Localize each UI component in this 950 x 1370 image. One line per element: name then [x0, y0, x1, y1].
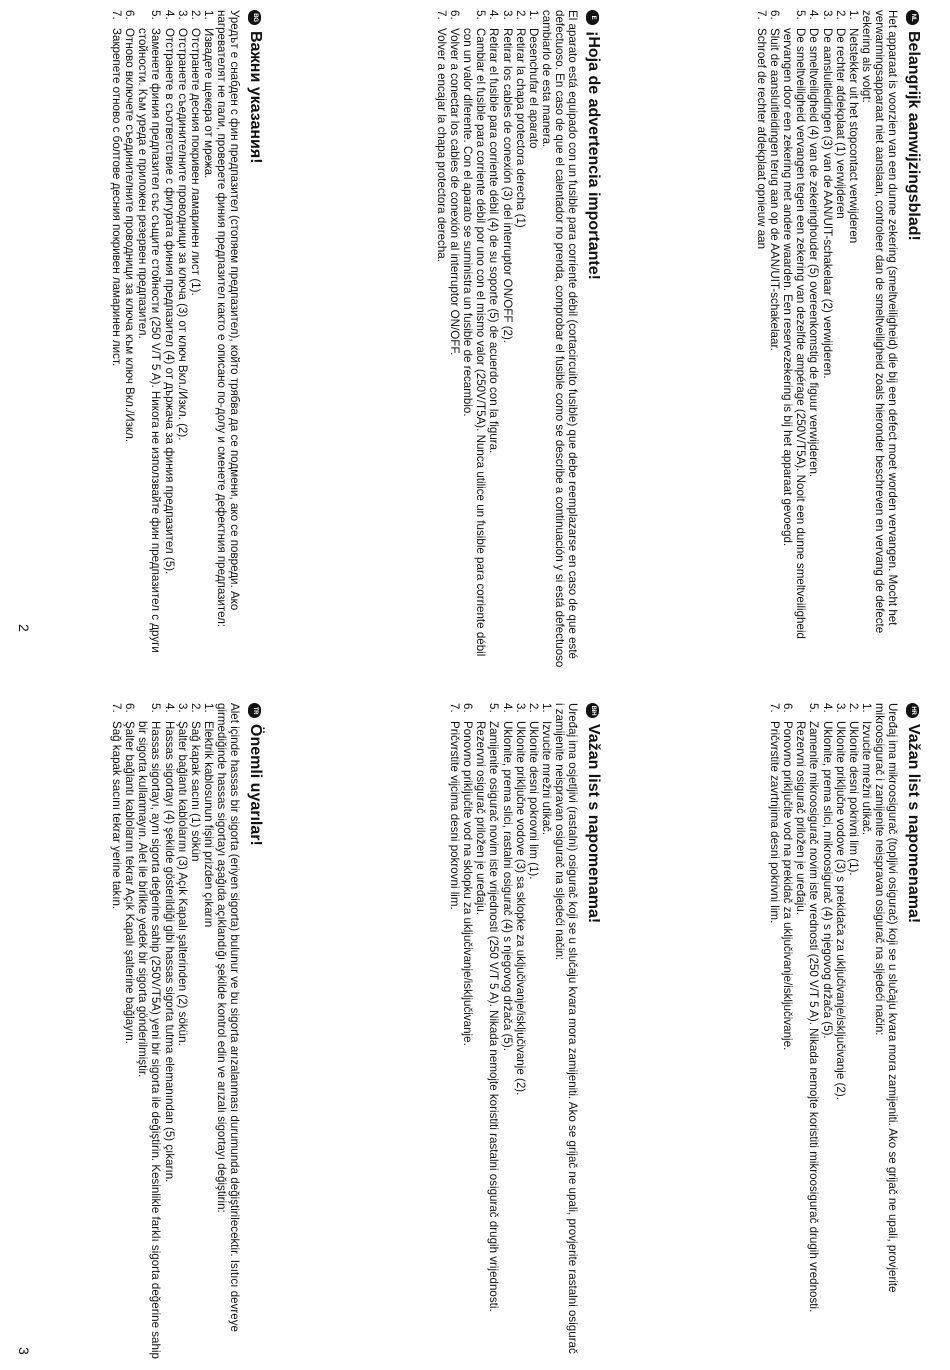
step-item	[781, 703, 794, 1358]
step-text: Ponovno priključite vod na sklopku za uključivanje/isključivanje.	[461, 721, 475, 1046]
step-item	[500, 10, 513, 675]
step-text: Şalter bağlantı kablolarını (3) Açık Kapalı şalterinden (2) sökün.	[175, 721, 189, 1046]
step-number: 7.	[448, 703, 462, 713]
step-text: Volver a conectar los cables de conexión al interruptor ON/OFF.	[448, 28, 462, 356]
section-title-text: Belangrijk aanwijzingsblad!	[905, 31, 922, 241]
step-text: Izvucite mrežni utikač.	[539, 721, 553, 836]
step-number: 5.	[794, 10, 808, 20]
step-item	[176, 703, 189, 1368]
step-text: Uklonite priključne vodove (3) s prekidača za uključivanje/isključivanje (2).	[833, 721, 847, 1100]
step-item	[162, 703, 175, 1368]
step-text: Заменете финия предпазител със същите стойности (250 V/T 5 A). Никога не използвайте фин предпазител с други стойности. Към уреда е приложен резервен предпазител.	[136, 28, 163, 653]
step-number: 2.	[526, 703, 540, 713]
step-text: Schroef de rechter afdekplaat opnieuw aan	[755, 28, 769, 250]
country-flag-icon: HR	[907, 703, 920, 718]
step-number: 6.	[448, 10, 462, 20]
step-number: 7.	[768, 703, 782, 713]
step-item	[474, 703, 500, 1358]
step-item	[435, 10, 448, 675]
step-number: 4.	[807, 10, 821, 20]
section-title	[904, 703, 922, 1358]
country-flag-icon: TR	[249, 703, 262, 718]
step-item	[123, 10, 136, 665]
step-text: Hassas sigortayı, aynı sigorta değerine sahip (250V/T5A) yeni bir sigorta ile değiştirin. Kesinlikle farklı sigorta değerine sahip bir sigorta kullanmayın. Alet ile birlikte yedek bir sigorta gönderilmiştir.	[136, 721, 163, 1359]
step-text: Netstekker uit het stopcontact verwijderen	[846, 28, 860, 244]
section-title-text: Важни указания!	[247, 31, 264, 164]
page-number-right: 3	[16, 1347, 32, 1355]
step-item	[189, 10, 202, 665]
step-number: 4.	[820, 703, 834, 713]
step-number: 7.	[435, 10, 449, 20]
step-item	[189, 703, 202, 1368]
step-number: 5.	[149, 703, 163, 713]
step-item	[540, 703, 553, 1358]
step-text: Şalter bağlantı kablolarını tekrar Açık Kapalı şalterine bağlayın.	[123, 721, 137, 1044]
step-number: 1.	[846, 10, 860, 20]
section-title	[904, 10, 922, 675]
step-number: 4.	[162, 703, 176, 713]
step-number: 2.	[846, 703, 860, 713]
intro-paragraph: Het apparaat is voorzien van een dunne zekering (smeltveiligheid) die bij een defect moet worden vervangen. Mocht het verwarmingsapparaat niet aanslaan, controleer dan de smeltveiligheid zoals hieronder beschreven en vervang de defecte zekering als volgt:	[859, 10, 899, 634]
step-text: Retirar la chapa protectora derecha (1)	[513, 28, 527, 228]
step-text: Uklonite, prema slici, rastalni osigurač (4) s njegovog držača (5).	[500, 721, 514, 1051]
step-number: 3.	[820, 10, 834, 20]
step-item	[123, 703, 136, 1368]
step-number: 6.	[781, 703, 795, 713]
step-text: Elektrik kablosunun fişini prizden çıkarın	[201, 721, 215, 928]
section-title-text: Važan list s napomenama!	[905, 724, 922, 924]
step-number: 1.	[201, 10, 215, 20]
step-number: 3.	[500, 10, 514, 20]
step-item	[514, 703, 527, 1358]
step-number: 3.	[175, 703, 189, 713]
step-number: 5.	[807, 703, 821, 713]
step-number: 6.	[123, 703, 137, 713]
step-number: 2.	[513, 10, 527, 20]
step-number: 7.	[110, 10, 124, 20]
step-text: Отстранете десния покривен ламаринен лист (1).	[188, 28, 202, 296]
section-title-text: Önemli uyarılar!	[247, 724, 264, 846]
step-item	[847, 703, 860, 1358]
step-number: 6.	[768, 10, 782, 20]
section-title-text: ¡Hoja de advertencia importante!	[585, 31, 602, 280]
step-text: Uklonite desni pokrovni lim (1).	[526, 721, 540, 880]
step-text: Sağ kapak sacını tekrar yerine takın.	[110, 721, 124, 910]
steps-list	[110, 10, 215, 665]
step-item	[820, 10, 833, 675]
step-number: 1.	[539, 703, 553, 713]
section-title-text: Važan list s napomenama!	[585, 724, 602, 924]
step-number: 6.	[123, 10, 137, 20]
section-bg	[110, 10, 264, 665]
section-title	[584, 10, 602, 675]
step-text: Sağ kapak sacını (1) sökün	[188, 721, 202, 862]
step-number: 3.	[513, 703, 527, 713]
step-item	[514, 10, 527, 675]
step-number: 2.	[188, 10, 202, 20]
step-item	[202, 703, 215, 1368]
steps-list	[110, 703, 215, 1368]
intro-paragraph: Уредът е снабден с фин предпазител (стопяем предпазител), който трябва да се подмени, ако се повреди. Ако нагревателят не пали, проверете финия предпазител както е описано по-долу и сменете дефектния предпазител:	[214, 10, 241, 628]
step-text: Pričvrstite zavrtnjima desni pokrivni lim.	[768, 721, 782, 924]
step-text: Zamenite mikroosigurač novim iste vrednosti (250 V/T 5 A). Nikada nemojte koristiti mikroosigurač drugih vrednosti. Rezervni osigurač priložen je uređaju.	[794, 721, 821, 1313]
step-item	[448, 703, 461, 1358]
step-text: Извадете щекера от мрежа.	[201, 28, 215, 179]
step-number: 3.	[175, 10, 189, 20]
step-number: 3.	[833, 703, 847, 713]
step-text: Hassas sigortayı (4) şekilde gösterildiği gibi hassas sigorta tutma elemanından (5) çıkarın.	[162, 721, 176, 1183]
steps-list	[768, 703, 873, 1358]
step-number: 7.	[755, 10, 769, 20]
step-item	[461, 10, 487, 675]
step-text: Отново включете съединителните проводници за ключа към ключ Вкл./Изкл.	[123, 28, 137, 443]
step-item	[110, 10, 123, 665]
section-hr	[768, 703, 922, 1358]
step-item	[781, 10, 807, 675]
steps-list	[448, 703, 553, 1358]
step-number: 5.	[474, 10, 488, 20]
step-text: De rechter afdekplaat (1) verwijderen	[833, 28, 847, 219]
section-bih	[448, 703, 602, 1358]
step-item	[847, 10, 860, 675]
step-number: 5.	[149, 10, 163, 20]
step-item	[768, 703, 781, 1358]
step-text: Отстранете съединителните проводници за ключа (3) от ключ Вкл./Изкл. (2).	[175, 28, 189, 441]
intro-paragraph: Uređaj ima mikroosigurač (topljivi osigurač) koji se u slučaju kvara mora zamijeniti. Ako se grijač ne upali, provjerite mikroosigurač i zamijenite neispravan osigurač na sljedeći način:	[872, 703, 899, 1293]
step-text: Retirar los cables de conexión (3) del interruptor ON/OFF (2).	[500, 28, 514, 344]
section-title	[246, 10, 264, 665]
step-number: 1.	[526, 10, 540, 20]
steps-list	[435, 10, 540, 675]
step-number: 2.	[833, 10, 847, 20]
step-text: Pričvrstite vijcima desni pokrovni lim.	[448, 721, 462, 910]
section-title	[584, 703, 602, 1358]
step-item	[136, 703, 162, 1368]
step-text: Uklonite priključne vodove (3) sa sklopke za uključivanje/isključivanje (2).	[513, 721, 527, 1096]
section-tr	[110, 703, 264, 1368]
step-number: 1.	[859, 703, 873, 713]
step-text: Retirar el fusible para corriente débil (4) de su soporte (5) de acuerdo con la figura.	[487, 28, 501, 454]
step-item	[834, 10, 847, 675]
step-text: Zamijenite osigurač novim iste vrijednosti (250 V/T 5 A). Nikada nemojte koristiti rastalni osigurač drugih vrijednosti. Rezervni osigurač priložen je uređaju.	[474, 721, 501, 1312]
step-text: Sluit de aansluitleidingen terug aan op de AAN/UIT-schakelaar.	[768, 28, 782, 351]
step-item	[500, 703, 513, 1358]
step-item	[807, 10, 820, 675]
step-item	[162, 10, 175, 665]
step-text: De aansluitleidingen (3) van de AAN/UIT-schakelaar (2) verwijderen.	[820, 28, 834, 379]
step-text: Cambiar el fusible para corriente débil por uno con el mismo valor (250V/T5A). Nunca utilice un fusible para corriente débil con un valor diferente. Con el aparato se suministra un fusible de recambio.	[461, 28, 488, 657]
step-item	[834, 703, 847, 1358]
step-text: De smeltveiligheid (4) van de zekeringhouder (5) overeenkomstig de figuur verwijderen.	[807, 28, 821, 478]
section-es	[435, 10, 602, 675]
step-item	[527, 703, 540, 1358]
country-flag-icon: BiH	[587, 703, 600, 718]
step-number: 4.	[500, 703, 514, 713]
step-item	[461, 703, 474, 1358]
step-item	[448, 10, 461, 675]
steps-list	[755, 10, 860, 675]
step-item	[136, 10, 162, 665]
step-text: Uklonite desni pokrivni lim (1).	[846, 721, 860, 876]
step-item	[110, 703, 123, 1368]
step-text: Izvucite mrežni utikač.	[859, 721, 873, 836]
step-item	[755, 10, 768, 675]
step-item	[202, 10, 215, 665]
step-item	[487, 10, 500, 675]
step-number: 4.	[487, 10, 501, 20]
step-item	[820, 703, 833, 1358]
section-title	[246, 703, 264, 1368]
country-flag-icon: NL	[907, 10, 920, 25]
step-text: Desenchufar el aparato	[526, 28, 540, 149]
intro-paragraph: Uređaj ima osjetljivi (rastalni) osigurač koji se u slučaju kvara mora zamijeniti. Ako se grijač ne upali, provjerite rastalni osigurač i zamijenite neispravan osigurač na sljedeći način:	[552, 703, 579, 1354]
step-item	[176, 10, 189, 665]
step-item	[860, 703, 873, 1358]
step-number: 4.	[162, 10, 176, 20]
step-text: Отстранете в съответствие с фигурата финия предпазител (4) от държача за финия предпазител (5).	[162, 28, 176, 575]
section-nl	[755, 10, 922, 675]
step-item	[527, 10, 540, 675]
intro-paragraph: Alet içinde hassas bir sigorta (eriyen sigorta) bulunur ve bu sigorta arızalanması durumunda değiştirilecektir. Isıtıcı devreye girmediğinde hassas sigortayı aşağıda açıklandığı şekilde kontrol edin ve arızalı sigortayı değiştirin:	[214, 703, 241, 1332]
step-text: De smeltveiligheid vervangen tegen een zekering van dezelfde ampérage (250V/T5A). Nooit een dunne smeltveiligheid vervangen door een zekering met andere waarden. Een reservezekering is bij het apparaat gevoegd.	[781, 28, 808, 639]
intro-paragraph: El aparato está equipado con un fusible para corriente débil (cortacircuito fusible) que debe reemplazarse en caso de que esté defectuoso. En caso de que el calentador no prenda, comprobar el fusible como se describe a continuación y si está defectuoso cambiarlo de esta manera.	[539, 10, 579, 668]
step-text: Закрепете отново с болтове десния покривен ламаринен лист.	[110, 28, 124, 367]
step-item	[794, 703, 820, 1358]
page-number-left: 2	[16, 624, 32, 632]
step-item	[768, 10, 781, 675]
step-text: Volver a encajar la chapa protectora derecha.	[435, 28, 449, 262]
step-number: 1.	[201, 703, 215, 713]
step-text: Uklonite, prema slici, mikroosigurač (4) s njegovog držača (5).	[820, 721, 834, 1039]
step-number: 5.	[487, 703, 501, 713]
country-flag-icon: E	[587, 10, 600, 25]
step-number: 6.	[461, 703, 475, 713]
step-text: Ponovno priključite vod na prekidač za uključivanje/isključivanje.	[781, 721, 795, 1051]
step-number: 2.	[188, 703, 202, 713]
step-number: 7.	[110, 703, 124, 713]
country-flag-icon: BG	[249, 10, 262, 25]
